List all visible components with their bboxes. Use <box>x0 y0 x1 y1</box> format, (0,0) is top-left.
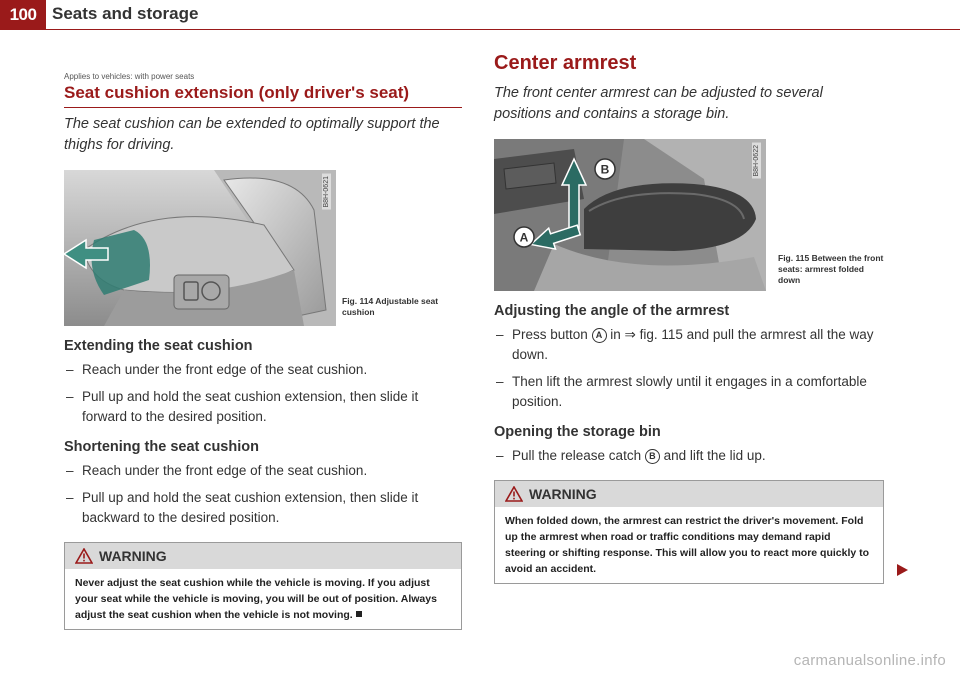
warning-text: When folded down, the armrest can restrict the driver's movement. Fold up the armrest when road or traffic conditions may demand rapid steering or shifting response. This will allow you to react more quickly to avoid an accident. <box>505 515 870 575</box>
figure-caption <box>342 296 462 318</box>
steps-extending <box>64 360 462 427</box>
step: – Reach under the front edge of the seat cushion. <box>64 461 462 481</box>
left-column <box>64 64 462 630</box>
steps-storage-bin <box>494 446 884 466</box>
marker-b-label: B <box>600 162 610 177</box>
watermark: carmanualsonline.info <box>793 652 946 669</box>
step <box>494 325 884 365</box>
warning-label: WARNING <box>99 548 167 564</box>
figure-code: B8H-0622 <box>753 145 760 177</box>
figure-code: B8H-0621 <box>323 176 330 208</box>
continue-arrow-icon <box>895 563 909 577</box>
warning-triangle-icon <box>75 548 93 564</box>
marker-a-label: A <box>519 230 529 245</box>
subheading-shortening: Shortening the seat cushion <box>64 439 259 455</box>
warning-text <box>65 569 461 629</box>
catch-b-marker: B <box>645 449 660 464</box>
armrest-illustration <box>494 139 766 291</box>
warning-text-content: Never adjust the seat cushion while the vehicle is moving. If you adjust your seat while the vehicle is moving, you will be out of position. Always adjust the seat cushion when the vehicle is not moving. <box>75 577 437 621</box>
step <box>494 372 884 412</box>
warning-header <box>65 543 461 569</box>
warning-box <box>64 542 462 630</box>
warning-triangle-icon <box>505 486 523 502</box>
step: – Pull up and hold the seat cushion extension, then slide it backward to the desired position. <box>64 488 462 528</box>
figure-caption-number: Fig. 114 <box>342 296 374 306</box>
step-text: Pull the release catch <box>512 448 645 463</box>
subheading-storage-bin: Opening the storage bin <box>494 424 661 440</box>
page-number: 100 <box>0 0 46 30</box>
subheading-extending: Extending the seat cushion <box>64 338 253 354</box>
section-intro: The front center armrest can be adjusted to several positions and contains a storage bin. <box>494 85 823 122</box>
right-column <box>494 52 884 584</box>
step: – Reach under the front edge of the seat cushion. <box>64 360 462 380</box>
steps-adjusting-angle <box>494 325 884 412</box>
figure-115 <box>494 139 884 291</box>
header-rule <box>46 29 960 30</box>
chapter-title: Seats and storage <box>52 4 199 23</box>
end-of-section-icon <box>356 611 362 617</box>
step: – Pull up and hold the seat cushion extension, then slide it forward to the desired position. <box>64 387 462 427</box>
step <box>494 446 884 466</box>
figure-caption <box>778 253 888 286</box>
warning-box <box>494 480 884 584</box>
subheading-adjusting-angle: Adjusting the angle of the armrest <box>494 303 730 319</box>
step-text: Then lift the armrest slowly until it engages in a comfortable position. <box>512 374 867 409</box>
figure-caption-text: Adjustable seat cushion <box>342 296 439 317</box>
seat-cushion-illustration <box>64 170 336 326</box>
applies-to-note: Applies to vehicles: with power seats <box>64 72 195 81</box>
figure-114 <box>64 170 462 326</box>
figure-caption-number: Fig. 115 <box>778 253 810 263</box>
steps-shortening <box>64 461 462 528</box>
warning-label: WARNING <box>529 486 597 502</box>
button-a-marker: A <box>592 328 607 343</box>
step-text: in ⇒ fig. 115 and pull the armrest all the way down. <box>512 327 874 362</box>
step-text: and lift the lid up. <box>659 448 766 463</box>
section-title-seat-cushion: Seat cushion extension (only driver's seat) <box>64 83 462 108</box>
section-intro: The seat cushion can be extended to optimally support the thighs for driving. <box>64 116 440 153</box>
figure-caption-text: Between the front seats: armrest folded down <box>778 253 884 285</box>
step-text: Press button <box>512 327 592 342</box>
section-title-center-armrest: Center armrest <box>494 52 637 74</box>
warning-header <box>495 481 883 507</box>
